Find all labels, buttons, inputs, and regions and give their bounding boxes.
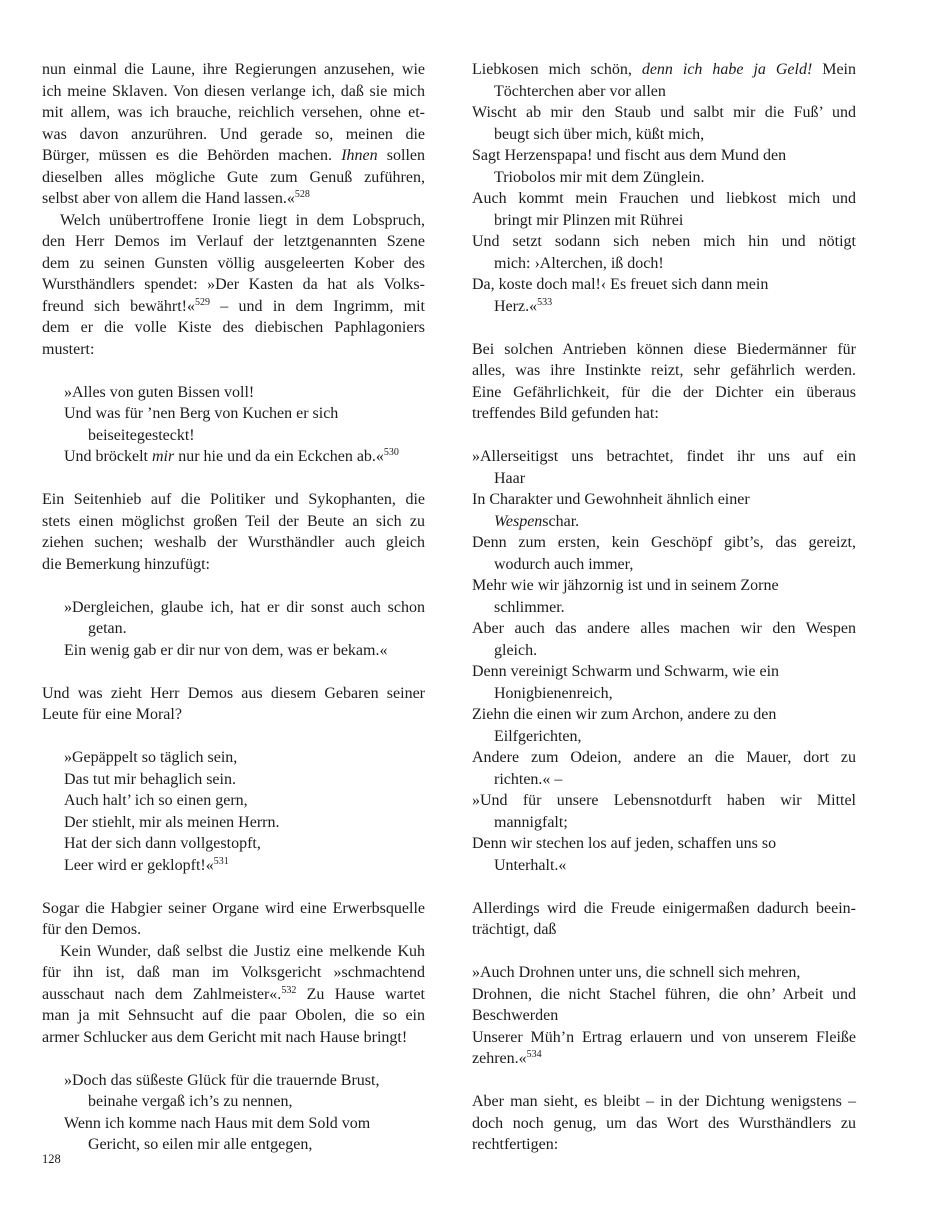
footnote-ref: 528: [294, 189, 310, 200]
text-line: Ziehn die einen wir zum Archon, andere zu den: [472, 706, 777, 723]
text-line: Sogar die Habgier seiner Organe wird eine Erwerbsquelle: [42, 899, 425, 917]
column-left: [42, 59, 425, 1156]
text-line: Und bröckelt mir nur hie und da ein Eckchen ab.«$^{530}$: [64, 447, 399, 465]
text-line: wodurch auch immer,: [494, 555, 634, 573]
verse-quote: [472, 962, 856, 1070]
paragraph: [42, 59, 425, 210]
text-line: »Allerseitigst uns betrachtet, findet ihr uns auf ein: [472, 448, 856, 465]
text-line: doch noch genug, um das Wort des Wursthändlers zu: [472, 1114, 856, 1132]
text-line: Honigbienenreich,: [494, 684, 613, 702]
text-line: mustert:: [42, 340, 95, 358]
text-line: Wespenschar.: [494, 512, 580, 530]
text-line: Herz.«$^{533}$: [494, 296, 553, 315]
text-line: gleich.: [494, 641, 538, 659]
text-line: Leer wird er geklopft!«$^{531}$: [64, 855, 229, 874]
paragraph: [42, 898, 425, 941]
text-line: Hat der sich dann vollgestopft,: [64, 835, 261, 852]
text-line: Ein wenig gab er dir nur von dem, was er bekam.«: [64, 641, 388, 659]
text-line: Triobolos mir mit dem Zünglein.: [494, 168, 705, 186]
footnote-ref: 530: [383, 447, 399, 458]
emphasis: Ihnen: [341, 147, 378, 164]
verse-quote: [42, 597, 425, 662]
text-line: mit allem, was ich brauche, reichlich versehen, ohne et-: [42, 104, 425, 121]
text-line: Und setzt sodann sich neben mich hin und nötigt: [472, 233, 856, 250]
text-line: nun einmal die Laune, ihre Regierungen anzusehen, wie: [42, 61, 425, 78]
text-line: Welch unübertroffene Ironie liegt in dem Lobspruch,: [60, 211, 425, 229]
verse-quote: [42, 1070, 425, 1156]
text-line: Unterhalt.«: [494, 856, 567, 874]
text-line: trächtigt, daß: [472, 921, 557, 938]
text-line: die Bemerkung hinzufügt:: [42, 555, 210, 573]
text-line: Wischt ab mir den Staub und salbt mir die Fuß’ und: [472, 104, 856, 121]
text-line: Töchterchen aber vor allen: [494, 82, 666, 100]
paragraph: [472, 339, 856, 425]
text-line: Da, koste doch mal!‹ Es freuet sich dann mein: [472, 276, 769, 293]
text-line: Bei solchen Antrieben können diese Biedermänner für: [472, 340, 856, 358]
text-line: Unserer Müh’n Ertrag erlauern und von unserem Fleiße: [472, 1028, 856, 1046]
text-line: Denn zum ersten, kein Geschöpf gibt’s, das gereizt,: [472, 534, 856, 551]
emphasis: denn ich habe ja Geld!: [641, 61, 813, 78]
text-line: den Herr Demos im Verlauf der letztgenannten Szene: [42, 233, 425, 250]
verse-quote: [472, 59, 856, 317]
text-line: freund sich bewährt!«$^{529}$ – und in dem Ingrimm, mit: [42, 296, 425, 315]
text-line: armer Schlucker aus dem Gericht mit nach Hause bringt!: [42, 1028, 408, 1046]
text-line: Auch halt’ ich so einen gern,: [64, 792, 248, 809]
text-line: ausschaut nach dem Zahlmeister«.$^{532}$ Zu Hause wartet: [42, 984, 425, 1003]
text-line: »Alles von guten Bissen voll!: [64, 383, 255, 401]
text-line: stets einen möglichst großen Teil der Beute an sich zu: [42, 512, 425, 530]
text-line: Und was für ’nen Berg von Kuchen er sich: [64, 405, 339, 422]
text-line: Sagt Herzenspapa! und fischt aus dem Mund den: [472, 147, 787, 164]
text-line: alles, was ihre Instinkte reizt, sehr gefährlich werden.: [472, 362, 856, 379]
text-line: mannigfalt;: [494, 813, 568, 831]
text-line: schlimmer.: [494, 598, 565, 616]
text-line: Der stiehlt, mir als meinen Herrn.: [64, 813, 280, 831]
text-line: beinahe vergaß ich’s zu nennen,: [88, 1093, 293, 1110]
paragraph: [42, 210, 425, 361]
text-line: für den Demos.: [42, 921, 142, 938]
text-line: selbst aber von allem die Hand lassen.«$^{528}$: [42, 189, 310, 207]
text-line: Das tut mir behaglich sein.: [64, 770, 236, 788]
text-line: »Gepäppelt so täglich sein,: [64, 749, 238, 766]
paragraph: [472, 1091, 856, 1156]
text-line: Gericht, so eilen mir alle entgegen,: [88, 1136, 313, 1153]
text-line: beiseitegesteckt!: [88, 426, 195, 444]
page-number: 128: [42, 1152, 61, 1166]
text-line: dieselben alles mögliche Gute zum Genuß zuführen,: [42, 168, 425, 186]
text-line: getan.: [88, 620, 127, 637]
text-line: Eilfgerichten,: [494, 727, 582, 745]
text-line: »Doch das süßeste Glück für die trauernde Brust,: [64, 1071, 380, 1089]
text-line: Und was zieht Herr Demos aus diesem Gebaren seiner: [42, 684, 425, 702]
text-line: treffendes Bild gefunden hat:: [472, 405, 659, 422]
text-line: bringt mir Plinzen mit Rührei: [494, 211, 684, 229]
text-line: »Dergleichen, glaube ich, hat er dir sonst auch schon: [64, 598, 425, 616]
verse-quote: [42, 747, 425, 876]
text-line: man ja mit Sehnsucht auf die paar Obolen, die so ein: [42, 1007, 425, 1024]
text-line: Liebkosen mich schön, denn ich habe ja Geld! Mein: [472, 61, 856, 78]
footnote-ref: 534: [526, 1049, 542, 1060]
footnote-ref: 532: [281, 984, 297, 996]
paragraph: [42, 683, 425, 726]
text-line: Leute für eine Moral?: [42, 706, 182, 723]
text-line: Mehr wie wir jähzornig ist und in seinem Zorne: [472, 577, 779, 594]
text-line: »Auch Drohnen unter uns, die schnell sich mehren,: [472, 964, 801, 981]
paragraph: [42, 489, 425, 575]
text-line: Aber man sieht, es bleibt – in der Dichtung wenigstens –: [472, 1093, 856, 1110]
text-line: Andere zum Odeion, andere an die Mauer, dort zu: [472, 749, 856, 766]
footnote-ref: 531: [213, 855, 229, 867]
text-line: Kein Wunder, daß selbst die Justiz eine melkende Kuh: [60, 942, 425, 960]
footnote-ref: 529: [194, 296, 210, 308]
verse-quote: [42, 382, 425, 468]
text-line: Haar: [494, 469, 526, 487]
emphasis: Wespen: [494, 512, 543, 530]
text-line: mich: ›Alterchen, iß doch!: [494, 254, 664, 272]
text-line: rechtfertigen:: [472, 1136, 559, 1153]
text-line: Ein Seitenhieb auf die Politiker und Sykophanten, die: [42, 491, 425, 508]
text-line: für ihn ist, daß man im Volksgericht »schmachtend: [42, 964, 425, 981]
paragraph: [472, 898, 856, 941]
text-line: beugt sich über mich, küßt mich,: [494, 125, 705, 143]
paragraph: [42, 941, 425, 1049]
column-right: [472, 59, 856, 1156]
text-line: Wenn ich komme nach Haus mit dem Sold vom: [64, 1114, 371, 1132]
text-line: ich meine Sklaven. Von diesen verlange ich, daß sie mich: [42, 82, 425, 100]
text-line: Wursthändlers spendet: »Der Kasten da hat als Volks-: [42, 276, 425, 293]
text-line: zehren.«$^{534}$: [472, 1049, 542, 1067]
text-line: In Charakter und Gewohnheit ähnlich einer: [472, 491, 750, 508]
text-line: Eine Gefährlichkeit, für die der Dichter ein überaus: [472, 383, 856, 401]
text-line: Drohnen, die nicht Stachel führen, die ohn’ Arbeit und: [472, 985, 856, 1003]
text-line: dem zu seinen Gunsten völlig ausgeleerten Kober des: [42, 254, 425, 272]
text-line: Aber auch das andere alles machen wir den Wespen: [472, 620, 856, 637]
verse-quote: [472, 446, 856, 876]
text-line: »Und für unsere Lebensnotdurft haben wir Mittel: [472, 792, 856, 809]
emphasis: mir: [151, 448, 175, 465]
text-line: Auch kommt mein Frauchen und liebkost mich und: [472, 190, 856, 207]
text-line: Bürger, müssen es die Behörden machen. Ihnen sollen: [42, 147, 426, 164]
text-line: ziehen suchen; weshalb der Wursthändler auch gleich: [42, 534, 425, 551]
text-line: Denn vereinigt Schwarm und Schwarm, wie ein: [472, 663, 780, 680]
text-line: richten.« –: [494, 770, 563, 788]
text-line: was davon anzurühren. Und gerade so, meinen die: [42, 125, 425, 143]
text-line: dem er die volle Kiste des diebischen Paphlagoniers: [42, 319, 425, 336]
footnote-ref: 533: [537, 296, 553, 308]
text-line: Beschwerden: [472, 1007, 559, 1024]
text-line: Allerdings wird die Freude einigermaßen dadurch beein-: [472, 899, 856, 917]
text-line: Denn wir stechen los auf jeden, schaffen uns so: [472, 835, 777, 852]
